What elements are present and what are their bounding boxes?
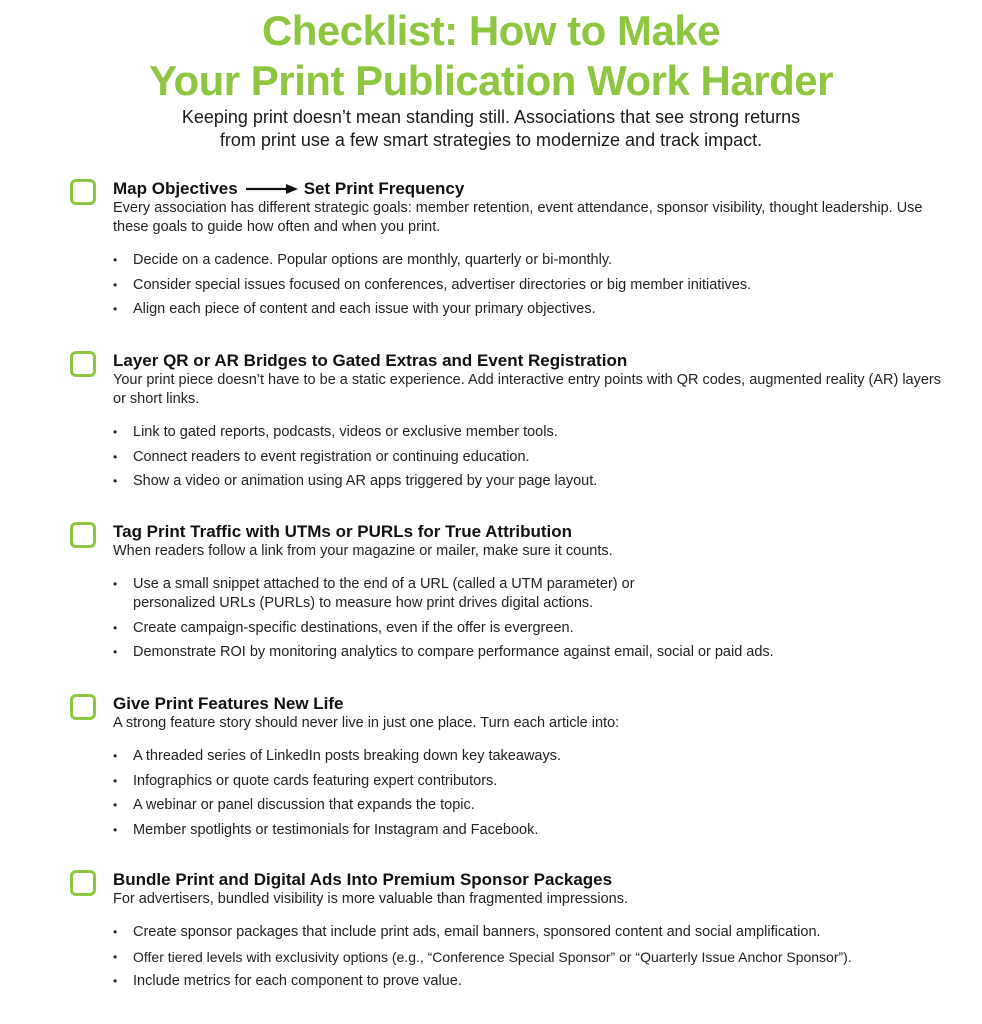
checklist-item-content [113, 522, 943, 668]
page-subtitle [0, 106, 982, 152]
heading-part-1: Map Objectives [113, 179, 238, 198]
bullet-list [113, 923, 943, 991]
checklist-item-description: For advertisers, bundled visibility is more valuable than fragmented impressions. [113, 891, 628, 907]
bullet-item: • Offer tiered levels with exclusivity options (e.g., “Conference Special Sponsor” or “Quarterly Issue Anchor Sponsor”). [113, 948, 943, 967]
bullet-item: • Include metrics for each component to prove value. [113, 972, 943, 991]
page-title [0, 6, 982, 106]
bullet-list [113, 423, 943, 491]
bullet-item: • Connect readers to event registration or continuing education. [113, 448, 943, 467]
subtitle-line-2: from print use a few smart strategies to modernize and track impact. [219, 130, 763, 150]
bullet-item: • Decide on a cadence. Popular options are monthly, quarterly or bi-monthly. [113, 251, 943, 270]
bullet-item: • Align each piece of content and each issue with your primary objectives. [113, 300, 943, 319]
bullet-item: • Use a small snippet attached to the end of a URL (called a UTM parameter) or personalized URLs (PURLs) to measure how print drives digital actions. [113, 575, 673, 613]
bullet-item: • Member spotlights or testimonials for Instagram and Facebook. [113, 821, 943, 840]
checklist-item-heading: Tag Print Traffic with UTMs or PURLs for True Attribution [113, 522, 572, 541]
checklist-item-content [113, 351, 943, 497]
bullet-item: • Create sponsor packages that include print ads, email banners, sponsored content and social amplification. [113, 923, 943, 942]
bullet-list [113, 747, 943, 840]
arrow-right-icon [246, 183, 298, 195]
checkbox[interactable] [70, 351, 96, 377]
checkbox[interactable] [70, 179, 96, 205]
bullet-item: • Infographics or quote cards featuring expert contributors. [113, 772, 943, 791]
checklist-item-content [113, 179, 943, 325]
bullet-item: • A threaded series of LinkedIn posts breaking down key takeaways. [113, 747, 943, 766]
bullet-item: • A webinar or panel discussion that expands the topic. [113, 796, 943, 815]
checklist-item-heading: Give Print Features New Life [113, 694, 344, 713]
checkbox[interactable] [70, 522, 96, 548]
bullet-list [113, 575, 943, 662]
checklist-item-description: When readers follow a link from your magazine or mailer, make sure it counts. [113, 543, 613, 559]
bullet-item: • Consider special issues focused on conferences, advertiser directories or big member initiatives. [113, 276, 943, 295]
checklist-item-description: Every association has different strategic goals: member retention, event attendance, sponsor visibility, thought leadership. Use these goals to guide how often and when you print. [113, 200, 923, 235]
title-line-1: Checklist: How to Make [261, 7, 721, 54]
subtitle-line-1: Keeping print doesn’t mean standing still. Associations that see strong returns [181, 107, 801, 127]
bullet-item: • Link to gated reports, podcasts, videos or exclusive member tools. [113, 423, 943, 442]
checklist-item-description: A strong feature story should never live in just one place. Turn each article into: [113, 715, 620, 731]
heading-part-2: Set Print Frequency [303, 179, 465, 198]
checklist-item-content [113, 694, 943, 845]
checklist-item-description: Your print piece doesn’t have to be a static experience. Add interactive entry points with QR codes, augmented reality (AR) layers or short links. [113, 372, 942, 407]
title-line-2: Your Print Publication Work Harder [149, 57, 833, 104]
checklist-item-heading: Bundle Print and Digital Ads Into Premium Sponsor Packages [113, 870, 613, 889]
bullet-list [113, 251, 943, 319]
checkbox[interactable] [70, 694, 96, 720]
checklist-item-heading: Layer QR or AR Bridges to Gated Extras and Event Registration [113, 351, 628, 370]
bullet-item: • Create campaign-specific destinations, even if the offer is evergreen. [113, 619, 943, 638]
bullet-item: • Demonstrate ROI by monitoring analytics to compare performance against email, social or paid ads. [113, 643, 943, 662]
checkbox[interactable] [70, 870, 96, 896]
bullet-item: • Show a video or animation using AR apps triggered by your page layout. [113, 472, 943, 491]
checklist-item-content [113, 870, 943, 997]
checklist-item-heading [113, 179, 943, 199]
